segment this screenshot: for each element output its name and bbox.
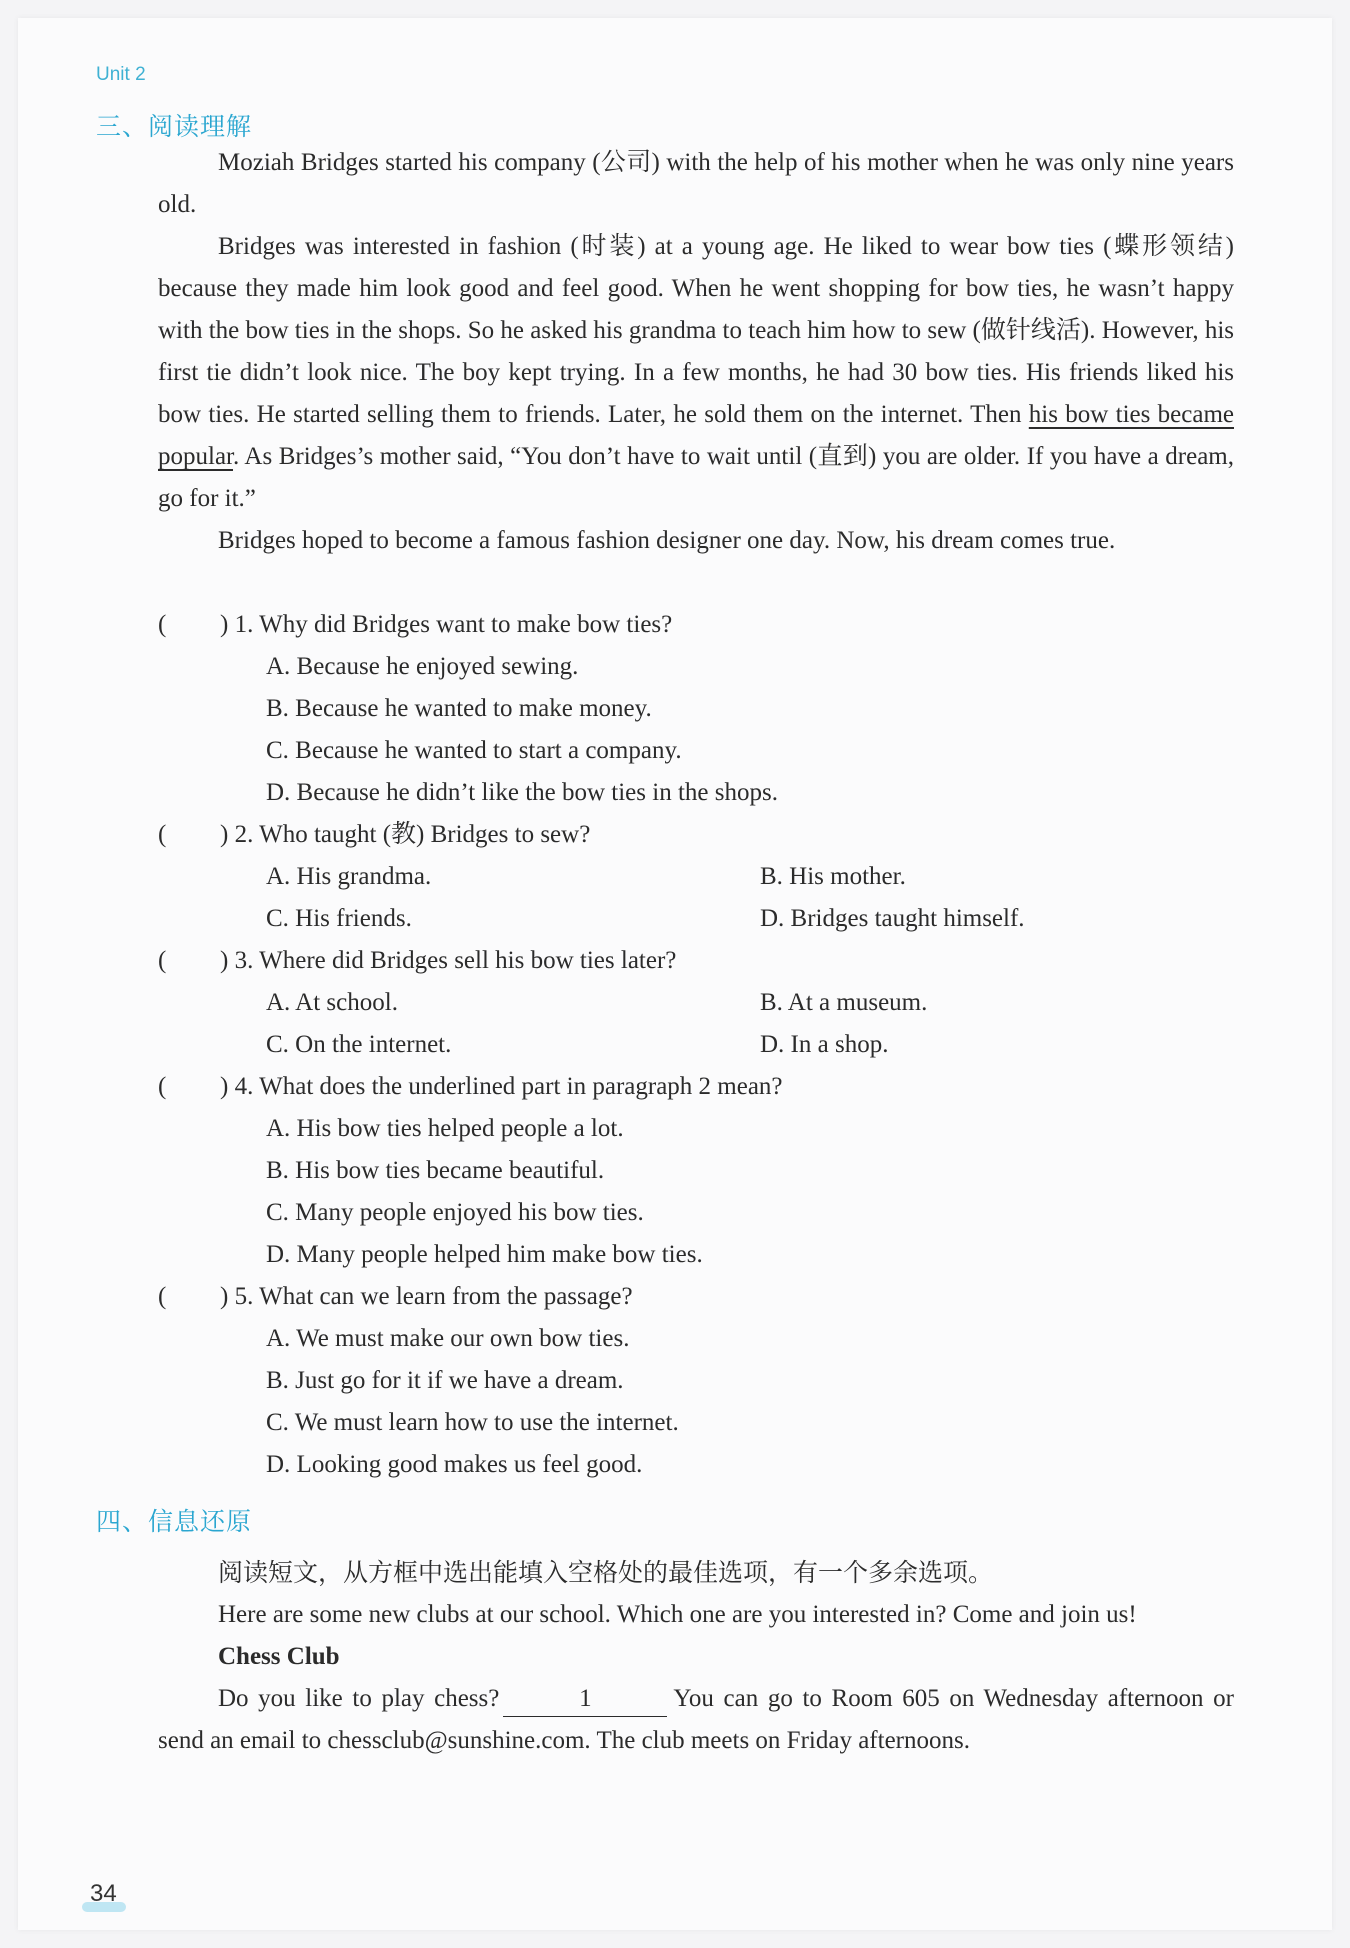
answer-paren-4[interactable]: ( — [158, 1073, 167, 1100]
option-row-2ab — [158, 856, 1234, 898]
passage-paragraph-1: Moziah Bridges started his company (公司) with the help of his mother when he was only nine years old. — [158, 149, 1234, 218]
option-row-3ab — [158, 982, 1234, 1024]
option-3a: A. At school. — [266, 989, 398, 1016]
option-3d: D. In a shop. — [760, 1031, 889, 1058]
section-title-reading: 三、阅读理解 — [96, 112, 253, 141]
option-5d: D. Looking good makes us feel good. — [266, 1451, 643, 1478]
passage-paragraph-3: Bridges hoped to become a famous fashion designer one day. Now, his dream comes true. — [218, 527, 1116, 554]
question-list — [158, 604, 1234, 1486]
option-5c: C. We must learn how to use the internet. — [266, 1409, 679, 1436]
option-4b: B. His bow ties became beautiful. — [266, 1157, 605, 1184]
option-3c: C. On the internet. — [266, 1031, 452, 1058]
answer-paren-5[interactable]: ( — [158, 1283, 167, 1310]
question-3-text: ) 3. Where did Bridges sell his bow ties later? — [220, 947, 677, 974]
option-row-3cd — [158, 1024, 1234, 1066]
question-1 — [158, 604, 1234, 646]
clubs-intro: Here are some new clubs at our school. Which one are you interested in? Come and join us! — [218, 1601, 1137, 1628]
option-1d: D. Because he didn’t like the bow ties in the shops. — [266, 779, 778, 806]
club-paragraph: Do you like to play chess? 1 You can go to Room 605 on Wednesday afternoon or send an email to chessclub@sunshine.com. The club meets on Friday afternoons. — [158, 1678, 1234, 1762]
question-1-text: ) 1. Why did Bridges want to make bow ties? — [220, 611, 673, 638]
info-section — [158, 1552, 1234, 1762]
page-number: 34 — [90, 1880, 117, 1907]
answer-paren-3[interactable]: ( — [158, 947, 167, 974]
option-2a: A. His grandma. — [266, 863, 432, 890]
option-5b: B. Just go for it if we have a dream. — [266, 1367, 624, 1394]
answer-blank-1[interactable]: 1 — [503, 1682, 667, 1717]
option-2c: C. His friends. — [266, 905, 412, 932]
question-5 — [158, 1276, 1234, 1318]
option-4c: C. Many people enjoyed his bow ties. — [266, 1199, 644, 1226]
question-5-text: ) 5. What can we learn from the passage? — [220, 1283, 633, 1310]
option-1b: B. Because he wanted to make money. — [266, 695, 652, 722]
question-4 — [158, 1066, 1234, 1108]
option-3b: B. At a museum. — [760, 989, 928, 1016]
option-2b: B. His mother. — [760, 863, 906, 890]
question-4-text: ) 4. What does the underlined part in paragraph 2 mean? — [220, 1073, 783, 1100]
question-3 — [158, 940, 1234, 982]
question-2-text: ) 2. Who taught (教) Bridges to sew? — [220, 821, 591, 848]
answer-paren-2[interactable]: ( — [158, 821, 167, 848]
underlined-part: his bow ties became popular — [158, 401, 1234, 470]
option-2d: D. Bridges taught himself. — [760, 905, 1025, 932]
reading-passage — [158, 142, 1234, 562]
section-title-info: 四、信息还原 — [96, 1507, 253, 1536]
club-title: Chess Club — [218, 1643, 340, 1670]
option-row-2cd — [158, 898, 1234, 940]
option-4d: D. Many people helped him make bow ties. — [266, 1241, 703, 1268]
info-instruction: 阅读短文，从方框中选出能填入空格处的最佳选项，有一个多余选项。 — [218, 1558, 994, 1587]
option-5a: A. We must make our own bow ties. — [266, 1325, 630, 1352]
question-2 — [158, 814, 1234, 856]
passage-paragraph-2: Bridges was interested in fashion (时装) at a young age. He liked to wear bow ties (蝶形领结) because they made him look good and feel good. When he went shopping for bow ties, he wasn’t happy with the bow ties in the shops. So he asked his grandma to teach him how to sew (做针线活). However, his first tie didn’t look nice. The boy kept trying. In a few months, he had 30 bow ties. His friends liked his bow ties. He started selling them to friends. Later, he sold them on the internet. Then his bow ties became popular. As Bridges’s mother said, “You don’t have to wait until (直到) you are older. If you have a dream, go for it.” — [158, 233, 1234, 512]
unit-label: Unit 2 — [96, 64, 146, 85]
answer-paren-1[interactable]: ( — [158, 611, 167, 638]
option-1c: C. Because he wanted to start a company. — [266, 737, 682, 764]
option-4a: A. His bow ties helped people a lot. — [266, 1115, 624, 1142]
option-1a: A. Because he enjoyed sewing. — [266, 653, 579, 680]
